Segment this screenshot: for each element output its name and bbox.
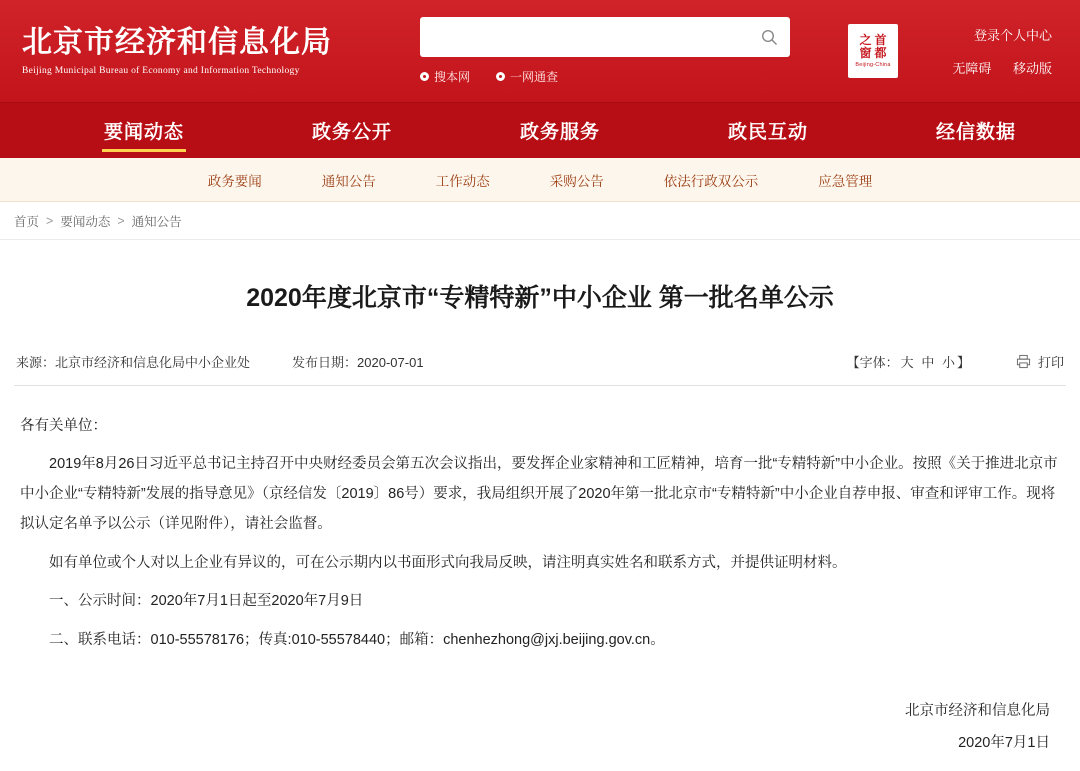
- subnav-item-1[interactable]: 通知公告: [321, 173, 376, 189]
- search-scope-network-label: 一网通查: [510, 70, 559, 84]
- subnav-item-5[interactable]: 应急管理: [818, 173, 873, 189]
- article-paragraph-2: 如有单位或个人对以上企业有异议的，可在公示期内以书面形式向我局反映，请注明真实姓名和联系方式，并提供证明材料。: [49, 554, 847, 571]
- signature-organization: 北京市经济和信息化局: [905, 702, 1050, 719]
- nav-item-data[interactable]: [872, 103, 1080, 158]
- font-size-label: 【字体：: [846, 354, 899, 370]
- font-size-large[interactable]: 大: [900, 354, 914, 370]
- site-header: [0, 0, 1080, 102]
- font-size-suffix: 】: [956, 354, 970, 370]
- article-body: [14, 386, 1066, 760]
- emblem-cn-text: 之 首 窗 都: [859, 32, 887, 60]
- subnav-item-2[interactable]: 工作动态: [435, 173, 490, 189]
- search-scope-network[interactable]: [496, 68, 558, 85]
- search-scope-site-label: 搜本网: [434, 70, 471, 84]
- header-links: [952, 25, 1058, 77]
- breadcrumb-item-news[interactable]: 要闻动态: [60, 214, 111, 229]
- mobile-version-link[interactable]: 移动版: [1012, 61, 1052, 76]
- header-utility-links: [952, 58, 1052, 77]
- nav-item-interaction[interactable]: [664, 103, 872, 158]
- article-source-value: 北京市经济和信息化局中小企业处: [55, 354, 251, 370]
- subnav-item-3[interactable]: 采购公告: [549, 173, 604, 189]
- breadcrumb-separator: >: [46, 213, 54, 228]
- article-date-value: 2020-07-01: [357, 354, 424, 370]
- breadcrumb: [0, 202, 1080, 240]
- article-paragraph-1: 2019年8月26日习近平总书记主持召开中央财经委员会第五次会议指出，要发挥企业家精神和工匠精神，培育一批“专精特新”中小企业。按照《关于推进北京市中小企业“专精特新”发展的指导意见》（京经信发〔2019〕86号）要求，我局组织开展了2020年第一批北京市“专精特新”中小企业自荐申报、审查和评审工作。现将拟认定名单予以公示（详见附件），请社会监督。: [20, 456, 1058, 532]
- article-date: [292, 352, 424, 371]
- emblem-en-text: Beijing-China: [855, 62, 891, 69]
- font-size-small[interactable]: 小: [941, 354, 955, 370]
- nav-item-label: 政务服务: [519, 122, 600, 143]
- site-logo[interactable]: [22, 26, 382, 76]
- search-scope-site[interactable]: [420, 68, 470, 85]
- signature-date: 2020年7月1日: [958, 734, 1050, 751]
- breadcrumb-item-home[interactable]: 首页: [14, 214, 40, 229]
- login-link[interactable]: 登录个人中心: [973, 28, 1052, 43]
- page-title: 2020年度北京市“专精特新”中小企业 第一批名单公示: [246, 284, 834, 312]
- beijing-emblem[interactable]: [848, 24, 898, 78]
- article-paragraph-3: 一、公示时间：2020年7月1日起至2020年7月9日: [49, 593, 364, 610]
- breadcrumb-separator: >: [117, 213, 125, 228]
- print-button[interactable]: [1016, 352, 1064, 371]
- article-paragraph-4: 二、联系电话：010-55578176；传真:010-55578440；邮箱：chenhezhong@jxj.beijing.gov.cn。: [49, 632, 665, 649]
- nav-item-label: 经信数据: [935, 122, 1016, 143]
- article-signature: [20, 696, 1060, 760]
- main-navigation: [0, 102, 1080, 158]
- article-source: [16, 352, 250, 371]
- accessibility-link[interactable]: 无障碍: [952, 61, 992, 76]
- search-box[interactable]: [420, 17, 790, 57]
- radio-checked-icon: [420, 72, 429, 81]
- subnav-item-4[interactable]: 依法行政双公示: [663, 173, 759, 189]
- search-input[interactable]: [420, 18, 790, 56]
- nav-item-government-affairs[interactable]: [248, 103, 456, 158]
- nav-item-label: 要闻动态: [103, 122, 184, 143]
- subnav-item-0[interactable]: 政务要闻: [207, 173, 262, 189]
- article-meta-tools: [847, 352, 1064, 371]
- search-scope-options: [420, 68, 790, 85]
- article-paragraph-0: 各有关单位：: [20, 417, 107, 434]
- print-label: 打印: [1037, 354, 1064, 370]
- printer-icon: [1016, 354, 1031, 369]
- article-date-label: 发布日期：: [292, 354, 358, 370]
- font-size-control: [847, 352, 970, 371]
- nav-item-services[interactable]: [456, 103, 664, 158]
- nav-item-label: 政民互动: [727, 122, 808, 143]
- nav-item-label: 政务公开: [311, 122, 392, 143]
- font-size-medium[interactable]: 中: [921, 354, 935, 370]
- sub-navigation: [0, 158, 1080, 202]
- article: [0, 240, 1080, 760]
- search-zone: [420, 17, 790, 85]
- search-icon[interactable]: [756, 24, 782, 50]
- breadcrumb-item-notices[interactable]: 通知公告: [131, 214, 182, 229]
- radio-checked-icon: [496, 72, 505, 81]
- site-logo-en: Beijing Municipal Bureau of Economy and Information Technology: [22, 65, 300, 76]
- nav-item-news[interactable]: [40, 103, 248, 158]
- article-meta: [14, 346, 1066, 386]
- article-source-label: 来源：: [16, 354, 56, 370]
- site-logo-cn: 北京市经济和信息化局: [22, 26, 332, 60]
